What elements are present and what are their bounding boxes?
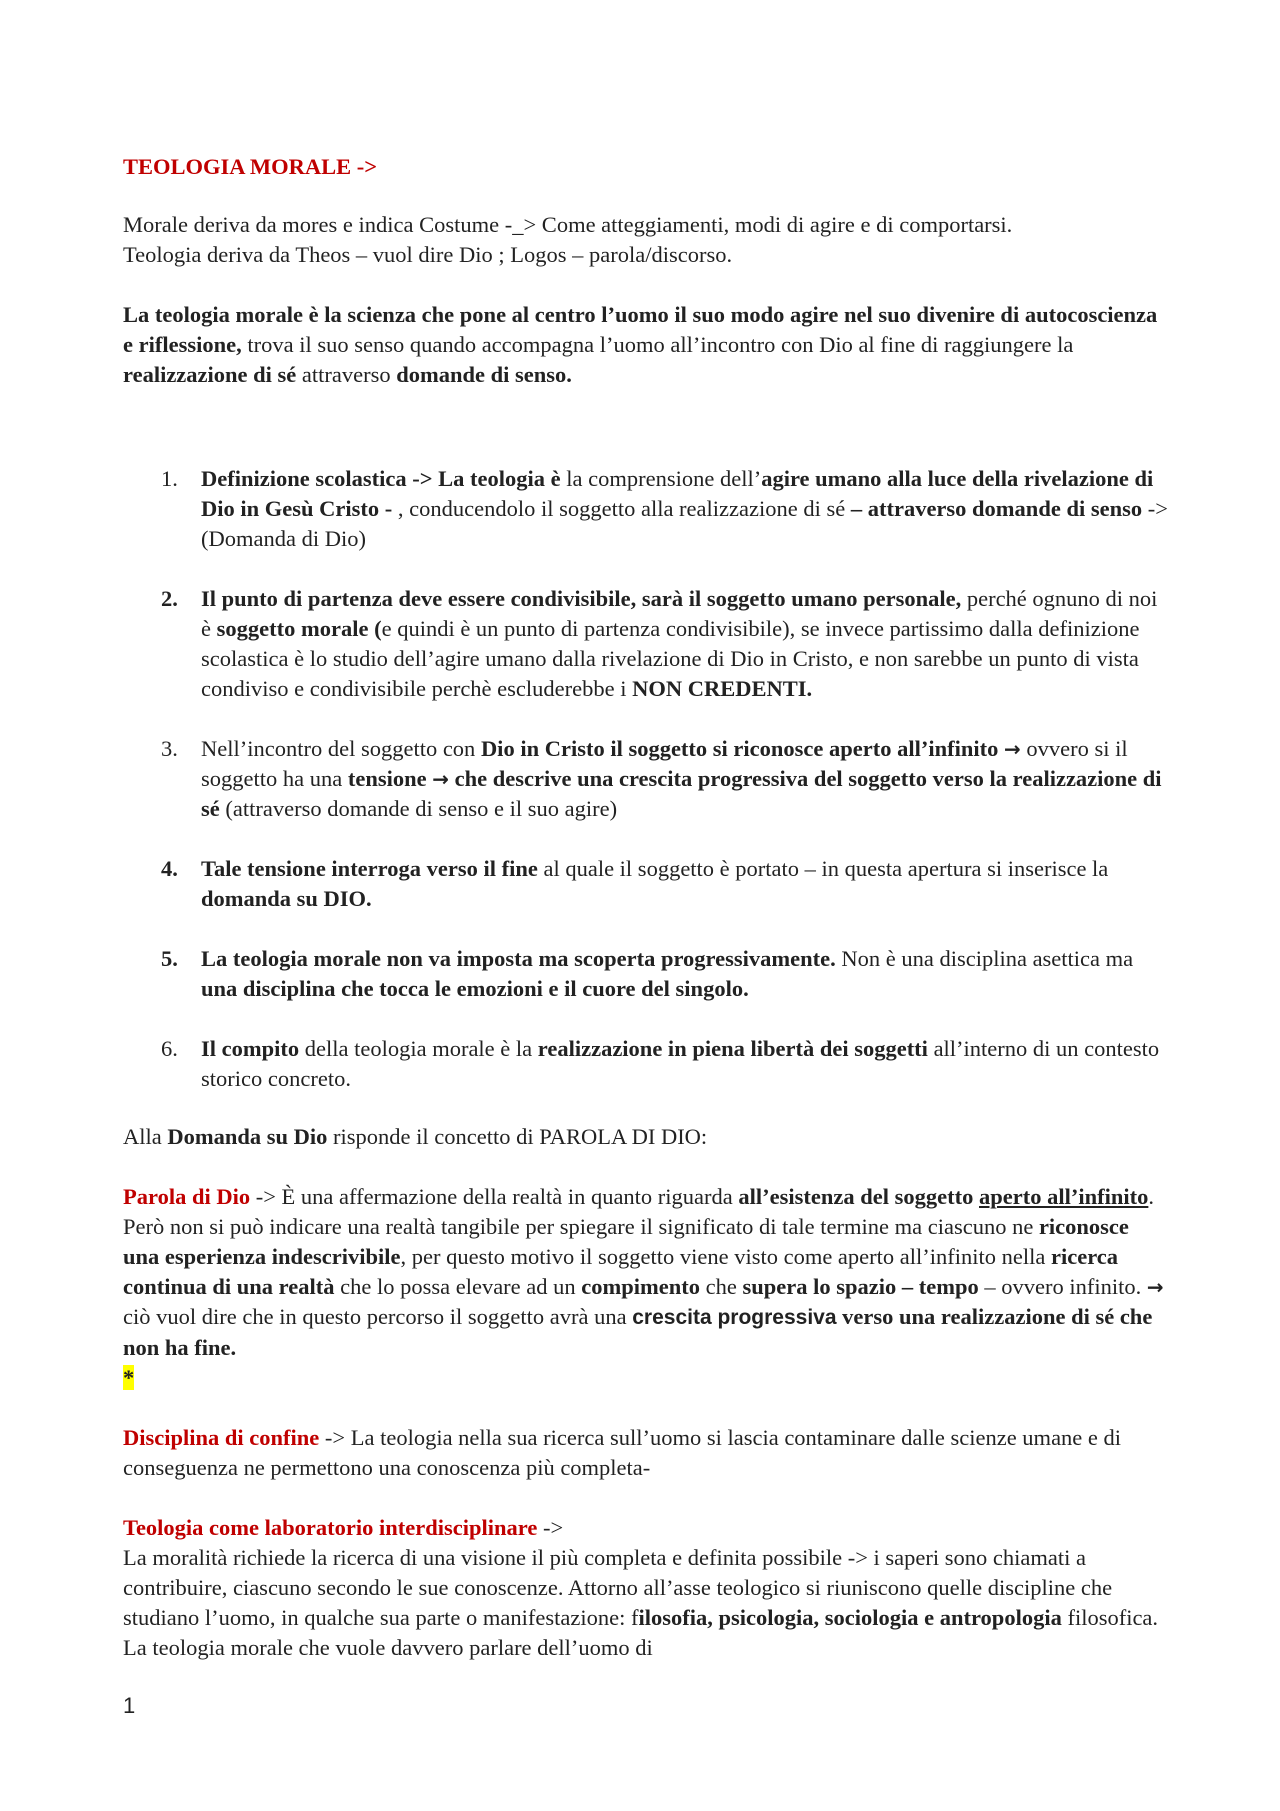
parola-text: – ovvero infinito. bbox=[978, 1274, 1147, 1299]
definition-bold: domande di senso. bbox=[396, 362, 572, 387]
item-text: ovvero si il soggetto ha una bbox=[201, 736, 1128, 791]
item-text: -> (Domanda di Dio) bbox=[201, 496, 1168, 551]
parola-paragraph bbox=[123, 1182, 1168, 1393]
item-bold: – attraverso domande di senso bbox=[850, 496, 1143, 521]
item-bold: Definizione scolastica -> La teologia è bbox=[201, 466, 561, 491]
item-text: , conducendolo il soggetto alla realizzazione di sé bbox=[392, 496, 851, 521]
parola-sans-bold: crescita progressiva bbox=[632, 1306, 837, 1329]
list-number: 3. bbox=[161, 736, 178, 761]
parola-bold: compimento bbox=[581, 1274, 701, 1299]
item-bold: Dio in Cristo il soggetto si riconosce aperto all’infinito bbox=[480, 736, 999, 761]
definition-paragraph bbox=[123, 300, 1168, 390]
item-bold: Il compito bbox=[201, 1036, 300, 1061]
domanda-text: risponde il concetto di PAROLA DI DIO: bbox=[327, 1124, 708, 1149]
item-bold: realizzazione in piena libertà dei soggetti bbox=[537, 1036, 928, 1061]
list-number: 1. bbox=[161, 466, 178, 491]
right-arrow-icon: → bbox=[1146, 1275, 1164, 1299]
item-text: la comprensione dell’ bbox=[560, 466, 762, 491]
highlighted-asterisk: * bbox=[123, 1365, 135, 1390]
parola-bold: supera lo spazio – tempo bbox=[742, 1274, 979, 1299]
parola-text: che bbox=[700, 1274, 743, 1299]
definition-text: trova il suo senso quando accompagna l’uomo all’incontro con Dio al fine di raggiungere la bbox=[241, 332, 1074, 357]
item-bold: Tale tensione interroga verso il fine bbox=[201, 856, 538, 881]
numbered-list bbox=[123, 464, 1168, 1094]
parola-text: -> È una affermazione della realtà in quanto riguarda bbox=[250, 1184, 739, 1209]
list-item bbox=[123, 944, 1168, 1004]
parola-text: ciò vuol dire che in questo percorso il soggetto avrà una bbox=[123, 1304, 633, 1329]
list-number: 5. bbox=[161, 946, 178, 971]
item-text: (attraverso domande di senso e il suo agire) bbox=[219, 796, 618, 821]
parola-bold: riconosce una esperienza indescrivibile bbox=[123, 1214, 1129, 1269]
domanda-text: Alla bbox=[123, 1124, 168, 1149]
laboratorio-arrow: -> bbox=[537, 1515, 564, 1540]
intro-line-teologia: Teologia deriva da Theos – vuol dire Dio ; Logos – parola/discorso. bbox=[123, 242, 733, 267]
domanda-paragraph bbox=[123, 1122, 1168, 1152]
item-bold: tensione bbox=[347, 766, 427, 791]
item-bold: NON CREDENTI. bbox=[632, 676, 813, 701]
parola-bold: all’esistenza del soggetto bbox=[738, 1184, 974, 1209]
item-text: e quindi è un punto di partenza condivisibile), se invece partissimo dalla definizione scolastica è lo studio dell’agire umano dalla rivelazione di Dio in Cristo, e non sarebbe un punto di vista condiviso e condivisibile perchè escluderebbe i bbox=[201, 616, 1140, 701]
list-item bbox=[123, 584, 1168, 704]
confine-paragraph bbox=[123, 1423, 1168, 1483]
item-bold: Il punto di partenza deve essere condivisibile, sarà il soggetto umano personale, bbox=[201, 586, 962, 611]
laboratorio-text: La moralità richiede la ricerca di una visione il più completa e definita possibile -> i saperi sono chiamati a contribuire, ciascuno secondo le sue conoscenze. Attorno all’asse teologico si riuniscono quelle discipline che studiano l’uomo, in qualche sua parte o manifestazione: f bbox=[123, 1545, 1113, 1630]
item-bold: La teologia morale non va imposta ma scoperta progressivamente. bbox=[201, 946, 836, 971]
item-bold: una disciplina che tocca le emozioni e il cuore del singolo. bbox=[201, 976, 749, 1001]
laboratorio-section bbox=[123, 1513, 1168, 1663]
item-text: al quale il soggetto è portato – in questa apertura si inserisce la bbox=[537, 856, 1109, 881]
parola-bold: ricerca continua di una realtà bbox=[123, 1244, 1119, 1299]
domanda-bold: Domanda su Dio bbox=[167, 1124, 328, 1149]
intro-line-morale: Morale deriva da mores e indica Costume -_> Come atteggiamenti, modi di agire e di comportarsi. bbox=[123, 212, 1013, 237]
intro-paragraph bbox=[123, 210, 1168, 270]
definition-bold: realizzazione di sé bbox=[123, 362, 297, 387]
confine-label: Disciplina di confine bbox=[123, 1425, 320, 1450]
parola-text: , per questo motivo il soggetto viene visto come aperto all’infinito nella bbox=[400, 1244, 1051, 1269]
list-number: 4. bbox=[161, 856, 178, 881]
document-title: TEOLOGIA MORALE -> bbox=[123, 154, 378, 179]
list-item bbox=[123, 1034, 1168, 1094]
parola-label: Parola di Dio bbox=[123, 1184, 251, 1209]
definition-text: attraverso bbox=[296, 362, 397, 387]
item-text: della teologia morale è la bbox=[299, 1036, 538, 1061]
list-number: 6. bbox=[161, 1036, 178, 1061]
laboratorio-label: Teologia come laboratorio interdisciplinare bbox=[123, 1515, 538, 1540]
list-number: 2. bbox=[161, 586, 178, 611]
document-page bbox=[123, 152, 1168, 1663]
parola-text: che lo possa elevare ad un bbox=[334, 1274, 582, 1299]
item-text: Non è una disciplina asettica ma bbox=[835, 946, 1134, 971]
item-bold: che descrive una crescita progressiva del soggetto verso la realizzazione di sé bbox=[201, 766, 1162, 821]
item-text: Nell’incontro del soggetto con bbox=[201, 736, 481, 761]
list-item bbox=[123, 854, 1168, 914]
parola-bold: verso una realizzazione di sé che non ha fine. bbox=[123, 1304, 1153, 1360]
item-bold: soggetto morale ( bbox=[216, 616, 382, 641]
item-bold: agire umano alla luce della rivelazione di Dio in Gesù Cristo - bbox=[201, 466, 1154, 521]
parola-text: . Però non si può indicare una realtà tangibile per spiegare il significato di tale termine ma ciascuno ne bbox=[123, 1184, 1154, 1239]
laboratorio-heading bbox=[123, 1513, 1168, 1543]
parola-underlined: aperto all’infinito bbox=[979, 1184, 1149, 1209]
list-item bbox=[123, 464, 1168, 554]
laboratorio-text: filosofica. La teologia morale che vuole davvero parlare dell’uomo di bbox=[123, 1605, 1159, 1660]
item-bold: domanda su DIO. bbox=[201, 886, 372, 911]
confine-text: -> La teologia nella sua ricerca sull’uomo si lascia contaminare dalle scienze umane e di conseguenza ne permettono una conoscenza più completa- bbox=[123, 1425, 1122, 1480]
definition-bold: La teologia morale è la scienza che pone al centro l’uomo il suo modo agire nel suo divenire di autocoscienza e riflessione, bbox=[123, 302, 1158, 357]
item-text: perché ognuno di noi è bbox=[201, 586, 1158, 641]
page-number: 1 bbox=[123, 1693, 136, 1718]
laboratorio-paragraph bbox=[123, 1543, 1168, 1663]
list-item bbox=[123, 734, 1168, 824]
right-arrow-icon: → bbox=[432, 767, 449, 791]
right-arrow-icon: → bbox=[1004, 737, 1021, 761]
item-text: all’interno di un contesto storico concreto. bbox=[201, 1036, 1160, 1091]
laboratorio-bold: ilosofia, psicologia, sociologia e antropologia bbox=[638, 1605, 1062, 1630]
